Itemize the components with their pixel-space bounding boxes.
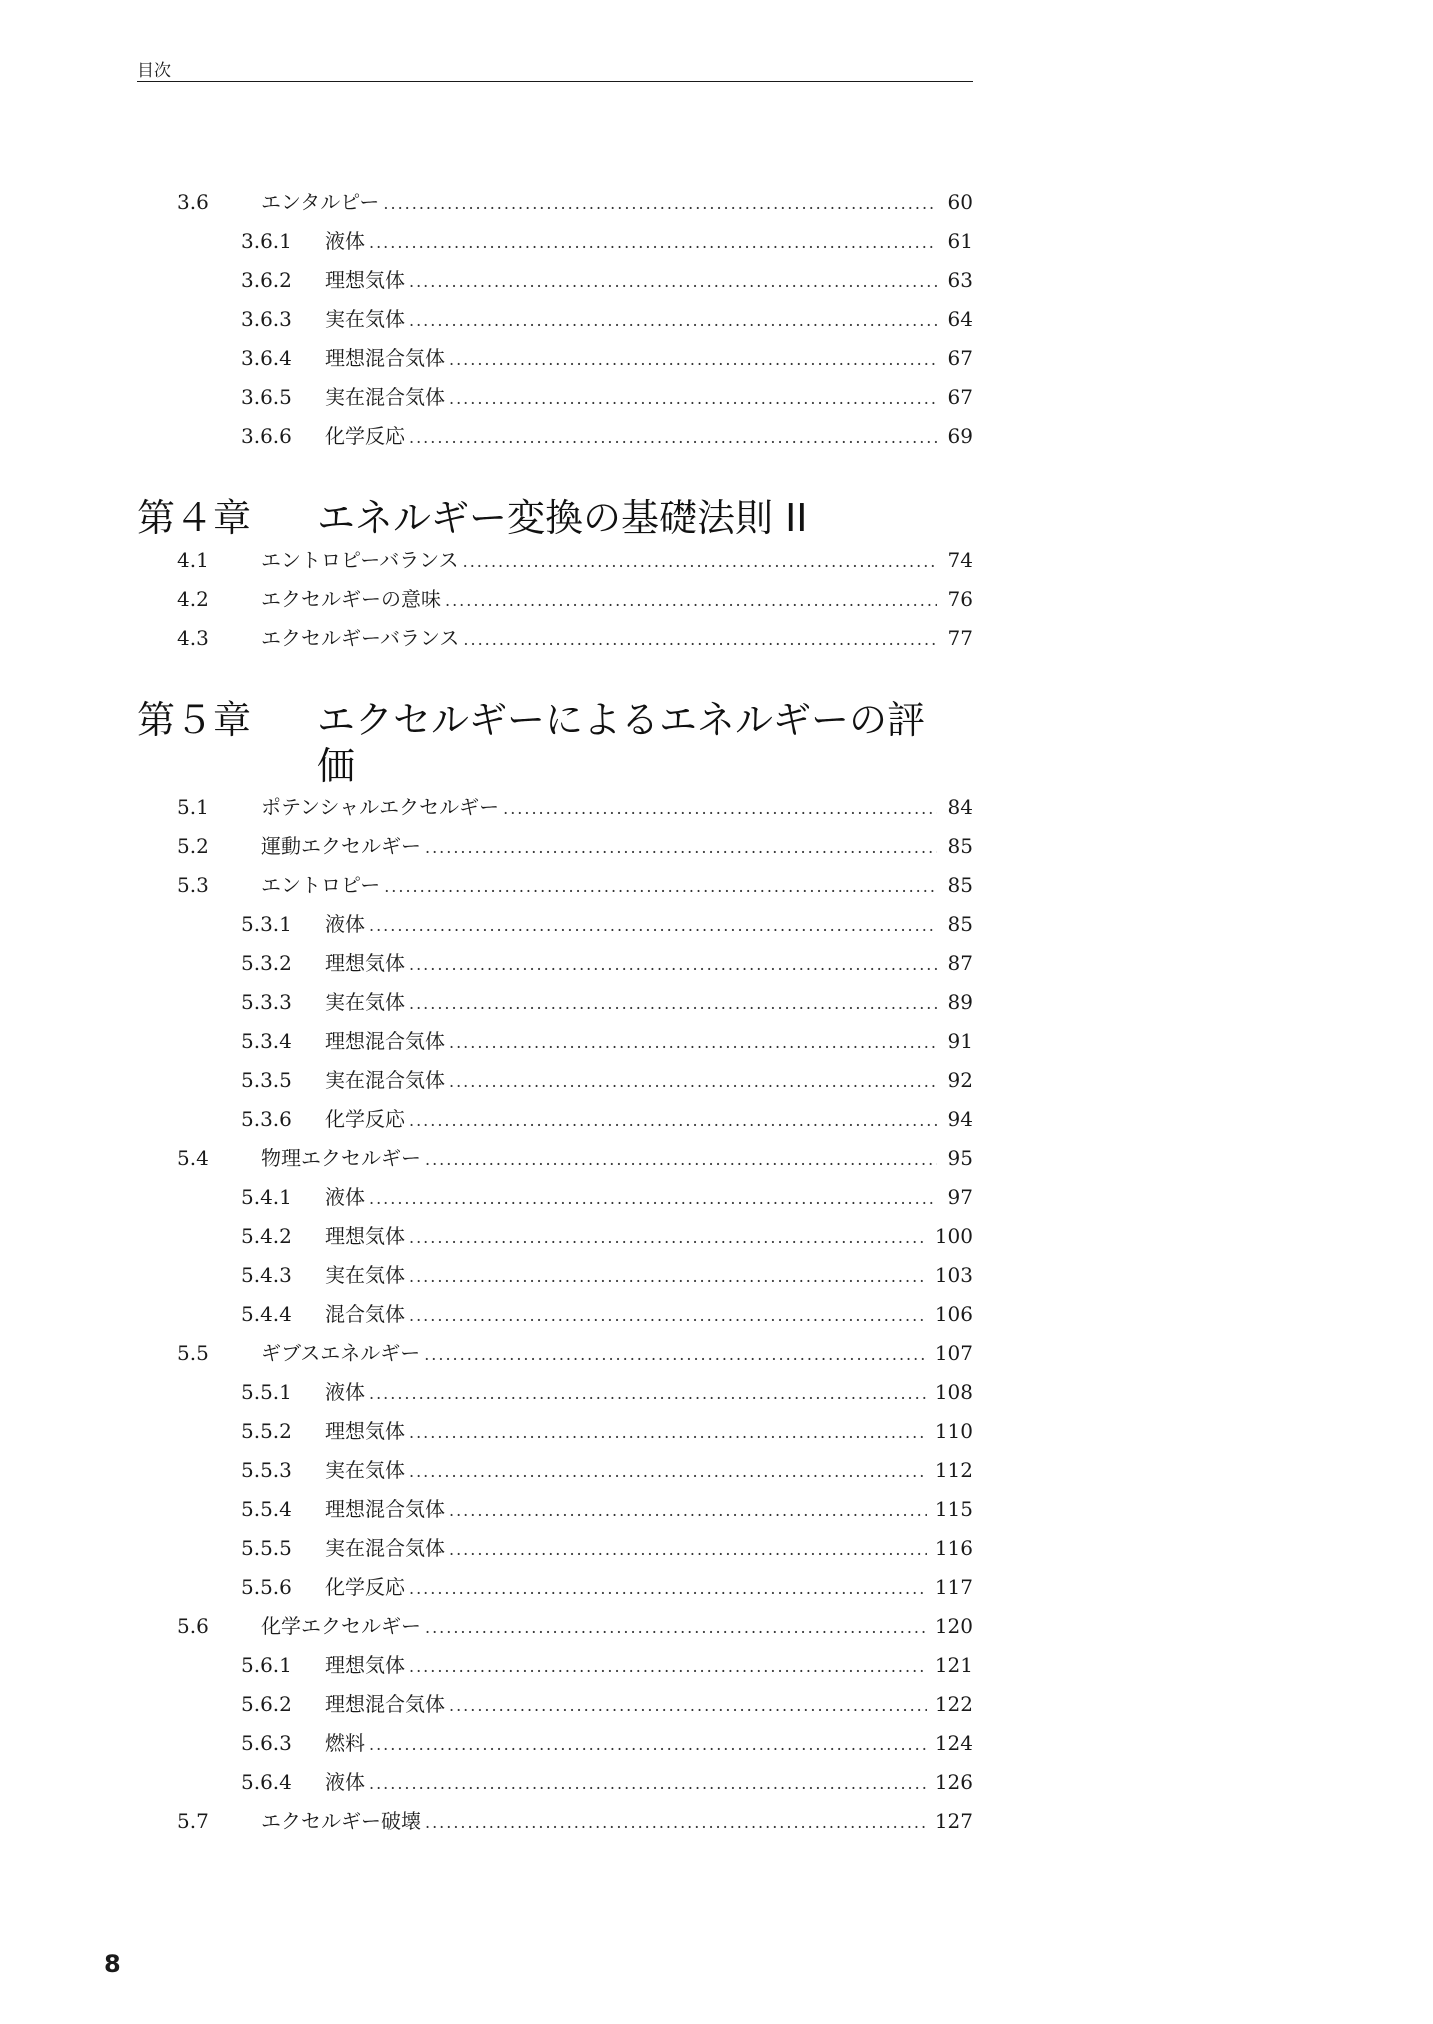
leader-dots (369, 1769, 927, 1799)
section-title: 液体 (325, 1380, 365, 1404)
page-reference: 84 (947, 795, 973, 819)
section-number: 5.3.1 (241, 912, 292, 936)
toc-subsection-entry[interactable] (137, 1455, 973, 1485)
leader-dots (425, 833, 937, 863)
toc-subsection-entry[interactable] (137, 909, 973, 939)
section-title: 実在混合気体 (325, 1068, 445, 1092)
toc-subsection-entry[interactable] (137, 1260, 973, 1290)
leader-dots (409, 1457, 927, 1487)
page-reference: 116 (934, 1536, 973, 1560)
page-reference: 103 (934, 1263, 973, 1287)
section-title: 理想混合気体 (325, 1497, 445, 1521)
toc-section-entry[interactable] (137, 1806, 973, 1836)
toc-subsection-entry[interactable] (137, 226, 973, 256)
toc-subsection-entry[interactable] (137, 421, 973, 451)
leader-dots (425, 1145, 937, 1175)
leader-dots (409, 1262, 927, 1292)
page-reference: 124 (934, 1731, 973, 1755)
toc-subsection-entry[interactable] (137, 343, 973, 373)
page-reference: 60 (947, 190, 973, 214)
section-title: ギブスエネルギー (261, 1341, 421, 1365)
section-number: 3.6.4 (241, 346, 292, 370)
leader-dots (409, 989, 937, 1019)
section-number: 5.4.3 (241, 1263, 292, 1287)
section-title: 実在混合気体 (325, 385, 445, 409)
leader-dots (369, 1379, 927, 1409)
section-number: 5.3.3 (241, 990, 292, 1014)
toc-section-entry[interactable] (137, 187, 973, 217)
running-header-title: 目次 (137, 61, 171, 81)
page-reference: 77 (947, 626, 973, 650)
section-title: 液体 (325, 1185, 365, 1209)
toc-section-entry[interactable] (137, 1611, 973, 1641)
page-reference: 63 (947, 268, 973, 292)
section-number: 5.4.1 (241, 1185, 292, 1209)
page-reference: 85 (947, 912, 973, 936)
toc-subsection-entry[interactable] (137, 948, 973, 978)
section-title: 理想気体 (325, 1224, 405, 1248)
section-title: 化学反応 (325, 1107, 405, 1131)
section-title: 実在気体 (325, 990, 405, 1014)
section-number: 3.6.5 (241, 385, 292, 409)
section-title: 化学反応 (325, 424, 405, 448)
section-title: 化学エクセルギー (261, 1614, 421, 1638)
toc-subsection-entry[interactable] (137, 1221, 973, 1251)
toc-subsection-entry[interactable] (137, 1065, 973, 1095)
page-reference: 67 (947, 346, 973, 370)
page-reference: 91 (947, 1029, 973, 1053)
toc-subsection-entry[interactable] (137, 987, 973, 1017)
section-title: 実在気体 (325, 1458, 405, 1482)
section-title: 化学反応 (325, 1575, 405, 1599)
section-number: 5.5.4 (241, 1497, 292, 1521)
toc-section-entry[interactable] (137, 584, 973, 614)
section-number: 5.5.3 (241, 1458, 292, 1482)
section-number: 5.4.4 (241, 1302, 292, 1326)
section-number: 3.6.2 (241, 268, 292, 292)
page-reference: 127 (934, 1809, 973, 1833)
leader-dots (449, 1691, 927, 1721)
section-number: 5.6.2 (241, 1692, 292, 1716)
section-title: 理想気体 (325, 1653, 405, 1677)
leader-dots (409, 423, 937, 453)
leader-dots (409, 1301, 927, 1331)
section-title: エンタルピー (261, 190, 380, 214)
section-title: 燃料 (325, 1731, 365, 1755)
toc-section-entry[interactable] (137, 870, 973, 900)
leader-dots (369, 911, 937, 941)
leader-dots (449, 1496, 927, 1526)
leader-dots (409, 306, 937, 336)
section-title: 実在気体 (325, 1263, 405, 1287)
section-number: 5.4 (177, 1146, 209, 1170)
section-number: 5.6.3 (241, 1731, 292, 1755)
chapter-heading[interactable] (137, 697, 973, 789)
toc-subsection-entry[interactable] (137, 1377, 973, 1407)
leader-dots (409, 950, 937, 980)
chapter-title: エネルギー変換の基礎法則 II (317, 496, 808, 540)
chapter-number: 第５章 (137, 698, 252, 742)
section-number: 5.1 (177, 795, 209, 819)
section-number: 3.6.1 (241, 229, 292, 253)
chapter-heading[interactable] (137, 495, 973, 541)
leader-dots (409, 1106, 937, 1136)
toc-subsection-entry[interactable] (137, 1026, 973, 1056)
page-reference: 67 (947, 385, 973, 409)
chapter-title: エクセルギーによるエネルギーの評価 (317, 698, 926, 788)
section-number: 5.7 (177, 1809, 209, 1833)
toc-section-entry[interactable] (137, 831, 973, 861)
page-reference: 107 (934, 1341, 973, 1365)
leader-dots (425, 1808, 927, 1838)
page-reference: 85 (947, 834, 973, 858)
section-title: 実在混合気体 (325, 1536, 445, 1560)
leader-dots (409, 1652, 927, 1682)
page-reference: 94 (947, 1107, 973, 1131)
leader-dots (409, 267, 937, 297)
page-reference: 95 (947, 1146, 973, 1170)
section-number: 3.6.6 (241, 424, 292, 448)
page-reference: 87 (947, 951, 973, 975)
section-number: 5.5.6 (241, 1575, 292, 1599)
page-reference: 85 (947, 873, 973, 897)
section-number: 3.6.3 (241, 307, 292, 331)
toc-section-entry[interactable] (137, 792, 973, 822)
toc-section-entry[interactable] (137, 545, 973, 575)
toc-subsection-entry[interactable] (137, 1494, 973, 1524)
section-number: 5.6 (177, 1614, 209, 1638)
section-title: エントロピー (261, 873, 381, 897)
leader-dots (463, 547, 937, 577)
toc-subsection-entry[interactable] (137, 1689, 973, 1719)
toc-subsection-entry[interactable] (137, 1572, 973, 1602)
toc-subsection-entry[interactable] (137, 1182, 973, 1212)
section-title: ポテンシャルエクセルギー (261, 795, 500, 819)
page-reference: 122 (934, 1692, 973, 1716)
page-reference: 110 (934, 1419, 973, 1443)
toc-section-entry[interactable] (137, 623, 973, 653)
page-reference: 92 (947, 1068, 973, 1092)
page-reference: 108 (934, 1380, 973, 1404)
section-title: 液体 (325, 229, 365, 253)
toc-subsection-entry[interactable] (137, 1767, 973, 1797)
toc-subsection-entry[interactable] (137, 1533, 973, 1563)
section-number: 5.6.4 (241, 1770, 292, 1794)
section-number: 5.2 (177, 834, 209, 858)
section-title: 物理エクセルギー (261, 1146, 421, 1170)
leader-dots (445, 586, 937, 616)
toc-subsection-entry[interactable] (137, 1650, 973, 1680)
leader-dots (384, 872, 937, 902)
leader-dots (409, 1418, 927, 1448)
page-reference: 115 (934, 1497, 973, 1521)
section-title: エクセルギーの意味 (261, 587, 441, 611)
leader-dots (463, 625, 937, 655)
toc-subsection-entry[interactable] (137, 1416, 973, 1446)
section-number: 4.1 (177, 548, 209, 572)
section-number: 5.3.4 (241, 1029, 292, 1053)
page-reference: 61 (947, 229, 973, 253)
leader-dots (449, 1067, 937, 1097)
section-title: 理想混合気体 (325, 346, 445, 370)
page-reference: 106 (934, 1302, 973, 1326)
chapter-number: 第４章 (137, 496, 252, 540)
section-number: 4.2 (177, 587, 209, 611)
toc-section-entry[interactable] (137, 1143, 973, 1173)
section-title: 混合気体 (325, 1302, 405, 1326)
section-number: 5.5.2 (241, 1419, 292, 1443)
section-number: 5.5.1 (241, 1380, 292, 1404)
page-reference: 76 (947, 587, 973, 611)
leader-dots (425, 1613, 927, 1643)
section-number: 5.3 (177, 873, 209, 897)
leader-dots (409, 1223, 927, 1253)
section-title: エクセルギー破壊 (261, 1809, 421, 1833)
page-reference: 97 (947, 1185, 973, 1209)
section-title: 理想気体 (325, 951, 405, 975)
leader-dots (449, 384, 937, 414)
section-title: 実在気体 (325, 307, 405, 331)
leader-dots (383, 189, 937, 219)
toc-subsection-entry[interactable] (137, 1104, 973, 1134)
leader-dots (369, 1730, 927, 1760)
leader-dots (503, 794, 937, 824)
page-reference: 74 (947, 548, 973, 572)
page-reference: 100 (934, 1224, 973, 1248)
header-rule (137, 81, 973, 82)
section-number: 5.6.1 (241, 1653, 292, 1677)
leader-dots (449, 1535, 927, 1565)
page-reference: 89 (947, 990, 973, 1014)
section-number: 3.6 (177, 190, 209, 214)
section-number: 4.3 (177, 626, 209, 650)
leader-dots (424, 1340, 927, 1370)
toc-subsection-entry[interactable] (137, 382, 973, 412)
section-title: 理想混合気体 (325, 1029, 445, 1053)
leader-dots (369, 1184, 937, 1214)
section-title: 液体 (325, 912, 365, 936)
toc-section-entry[interactable] (137, 1338, 973, 1368)
page-reference: 112 (934, 1458, 973, 1482)
section-title: 運動エクセルギー (261, 834, 421, 858)
page-reference: 117 (934, 1575, 973, 1599)
section-title: 理想混合気体 (325, 1692, 445, 1716)
section-number: 5.3.2 (241, 951, 292, 975)
leader-dots (409, 1574, 927, 1604)
page-reference: 69 (947, 424, 973, 448)
section-title: エントロピーバランス (261, 548, 459, 572)
toc-subsection-entry[interactable] (137, 1299, 973, 1329)
section-title: 理想気体 (325, 268, 405, 292)
page-reference: 121 (934, 1653, 973, 1677)
section-title: エクセルギーバランス (261, 626, 460, 650)
section-number: 5.3.6 (241, 1107, 292, 1131)
section-title: 理想気体 (325, 1419, 405, 1443)
page-reference: 120 (934, 1614, 973, 1638)
page-reference: 126 (934, 1770, 973, 1794)
section-number: 5.3.5 (241, 1068, 292, 1092)
toc-subsection-entry[interactable] (137, 304, 973, 334)
section-number: 5.5 (177, 1341, 209, 1365)
section-number: 5.4.2 (241, 1224, 292, 1248)
toc-subsection-entry[interactable] (137, 1728, 973, 1758)
leader-dots (449, 345, 937, 375)
page-number: 8 (104, 1950, 121, 1978)
leader-dots (449, 1028, 937, 1058)
section-number: 5.5.5 (241, 1536, 292, 1560)
page-reference: 64 (947, 307, 973, 331)
section-title: 液体 (325, 1770, 365, 1794)
leader-dots (369, 228, 937, 258)
toc-subsection-entry[interactable] (137, 265, 973, 295)
